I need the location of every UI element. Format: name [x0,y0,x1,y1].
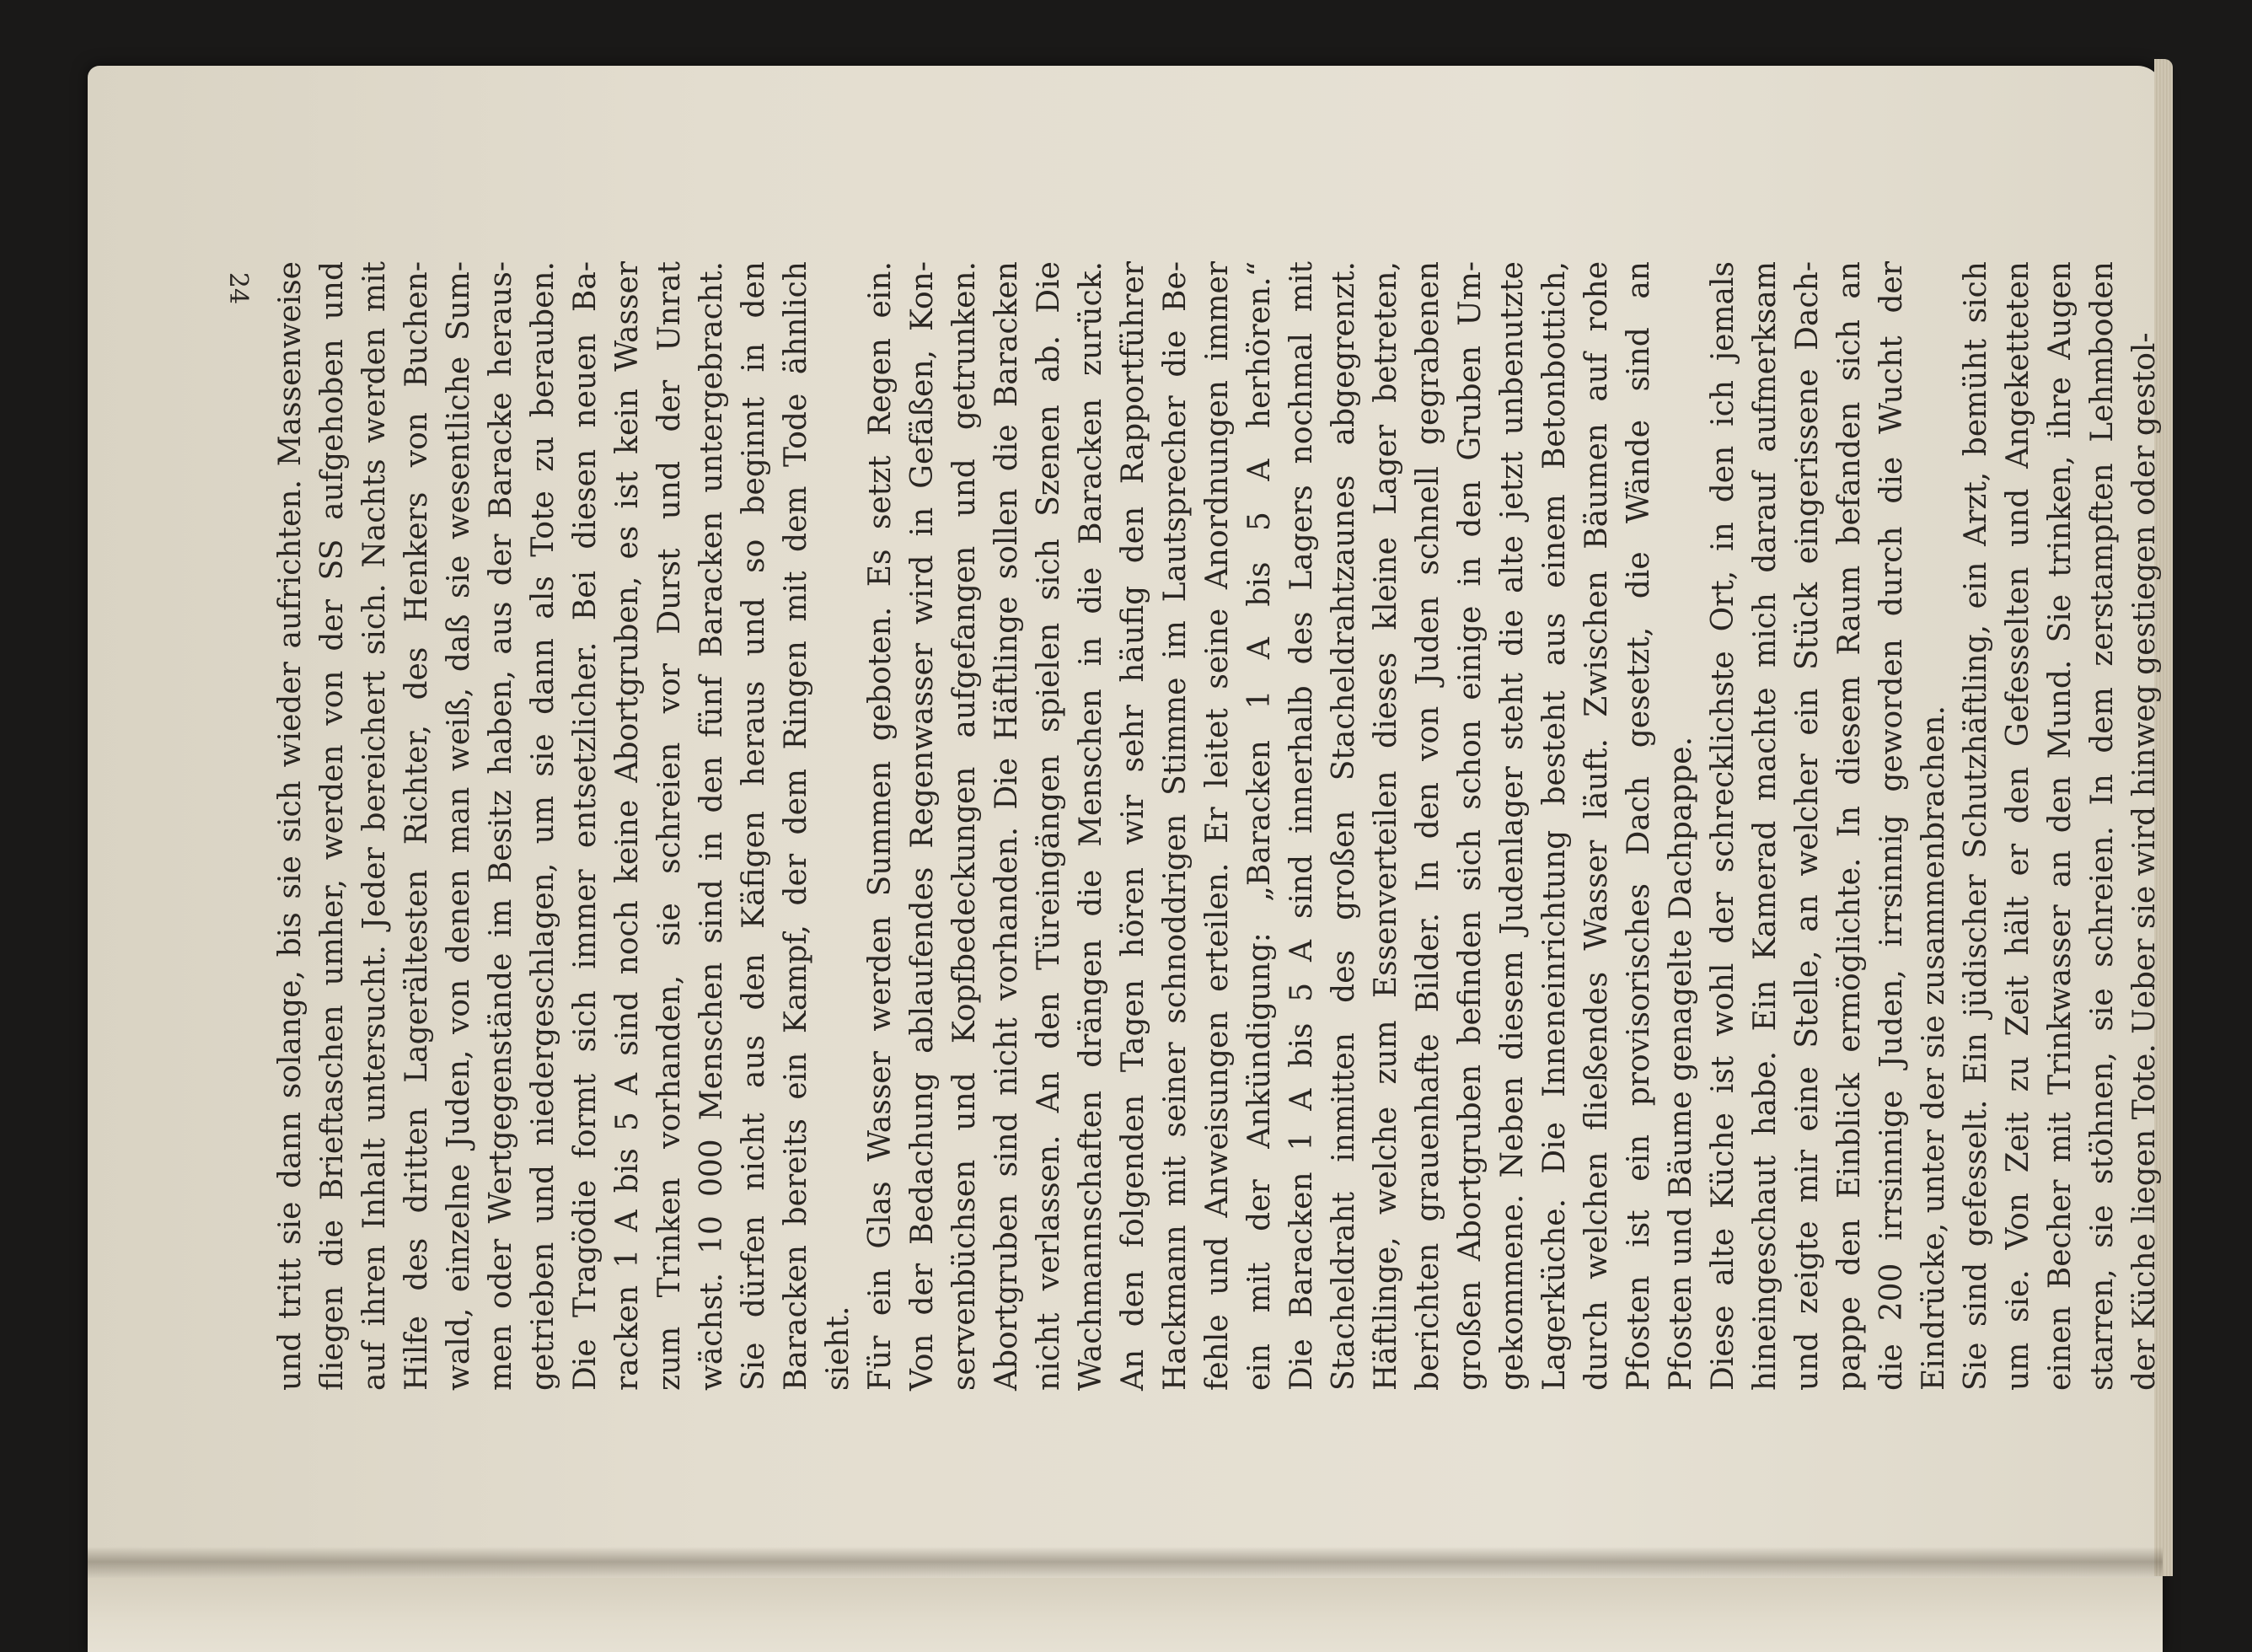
text-line: Hackmann mit seiner schnoddrigen Stimme im Lautsprecher die Be- [1158,261,1193,1391]
text-line: fliegen die Brieftaschen umher, werden von der SS aufgehoben und [315,261,350,1391]
text-line: Von der Bedachung ablaufendes Regenwasser wird in Gefäßen, Kon- [905,261,940,1391]
text-line: Sie sind gefesselt. Ein jüdischer Schutzhäftling, ein Arzt, bemüht sich [1959,261,1993,1391]
text-line: gekommene. Neben diesem Judenlager steht die alte jetzt unbenutzte [1495,261,1530,1391]
text-line: und tritt sie dann solange, bis sie sich wieder aufrichten. Massenweise [273,261,308,1391]
text-line: Stacheldraht inmitten des großen Stacheldrahtzaunes abgegrenzt. [1327,261,1361,1391]
text-line: der Küche liegen Tote. Ueber sie wird hinweg gestiegen oder gestol- [2127,332,2162,1391]
text-line: Die Tragödie formt sich immer entsetzlicher. Bei diesen neuen Ba- [568,261,603,1391]
body-text [270,261,2166,1391]
book-gutter [88,1547,2163,1580]
text-line: um sie. Von Zeit zu Zeit hält er den Gefesselten und Angeketteten [2001,261,2035,1391]
text-line: starren, sie stöhnen, sie schreien. In dem zerstampften Lehmboden [2085,261,2120,1391]
text-line: Eindrücke, unter der sie zusammenbrachen. [1917,705,1951,1391]
text-line: Abortgruben sind nicht vorhanden. Die Häftlinge sollen die Baracken [989,261,1024,1391]
text-line: Pfosten und Bäume genagelte Dachpappe. [1664,736,1698,1391]
text-line: getrieben und niedergeschlagen, um sie dann als Tote zu berauben. [526,261,560,1391]
text-line: durch welchen fließendes Wasser läuft. Zwischen Bäumen auf rohe [1579,261,1614,1391]
text-line: Häftlinge, welche zum Essenverteilen dieses kleine Lager betreten, [1369,261,1403,1391]
text-line: großen Abortgruben befinden sich schon einige in den Gruben Um- [1453,261,1488,1391]
text-line: racken 1 A bis 5 A sind noch keine Abortgruben, es ist kein Wasser [610,261,645,1391]
rotated-text-frame [270,261,2162,1391]
text-line: Die Baracken 1 A bis 5 A sind innerhalb des Lagers nochmal mit [1284,261,1319,1391]
text-line: hineingeschaut habe. Ein Kamerad machte mich darauf aufmerksam [1748,261,1783,1391]
text-line: Wachmannschaften drängen die Menschen in die Baracken zurück. [1074,261,1108,1391]
text-line: nicht verlassen. An den Türeingängen spielen sich Szenen ab. Die [1032,261,1066,1391]
text-line: wächst. 10 000 Menschen sind in den fünf Baracken untergebracht. [694,261,729,1391]
facing-page [88,1578,2163,1652]
text-line: einen Becher mit Trinkwasser an den Mund. Sie trinken, ihre Augen [2043,261,2078,1391]
text-line: berichten grauenhafte Bilder. In den von Juden schnell gegrabenen [1411,261,1445,1391]
text-line: zum Trinken vorhanden, sie schreien vor Durst und der Unrat [652,261,687,1391]
text-line: ein mit der Ankündigung: „Baracken 1 A bis 5 A herhören.“ [1242,261,1277,1391]
text-line: pappe den Einblick ermöglichte. In diesem Raum befanden sich an [1832,261,1867,1391]
text-line: fehle und Anweisungen erteilen. Er leitet seine Anordnungen immer [1200,261,1235,1391]
text-line: Für ein Glas Wasser werden Summen geboten. Es setzt Regen ein. [863,261,898,1391]
text-line: und zeigte mir eine Stelle, an welcher ein Stück eingerissene Dach- [1790,261,1825,1391]
text-line: Lagerküche. Die Inneneinrichtung besteht aus einem Betonbottich, [1537,261,1572,1391]
text-line: Hilfe des dritten Lagerältesten Richter, des Henkers von Buchen- [399,261,434,1391]
page-number: 24 [223,271,253,305]
text-line: wald, einzelne Juden, von denen man weiß, daß sie wesentliche Sum- [442,261,476,1391]
text-line: Baracken bereits ein Kampf, der dem Ringen mit dem Tode ähnlich [779,261,813,1391]
text-line: die 200 irrsinnige Juden, irrsinnig geworden durch die Wucht der [1874,261,1909,1391]
text-line: men oder Wertgegenstände im Besitz haben, aus der Baracke heraus- [484,261,518,1391]
text-line: auf ihren Inhalt untersucht. Jeder bereichert sich. Nachts werden mit [357,261,392,1391]
text-line: Diese alte Küche ist wohl der schrecklichste Ort, in den ich jemals [1706,261,1740,1391]
text-line: An den folgenden Tagen hören wir sehr häufig den Rapportführer [1116,261,1150,1391]
text-line: servenbüchsen und Kopfbedeckungen aufgefangen und getrunken. [947,261,982,1391]
text-line: Sie dürfen nicht aus den Käfigen heraus und so beginnt in den [737,261,771,1391]
text-line: sieht. [821,1306,855,1391]
text-line: Pfosten ist ein provisorisches Dach gesetzt, die Wände sind an [1622,261,1656,1391]
